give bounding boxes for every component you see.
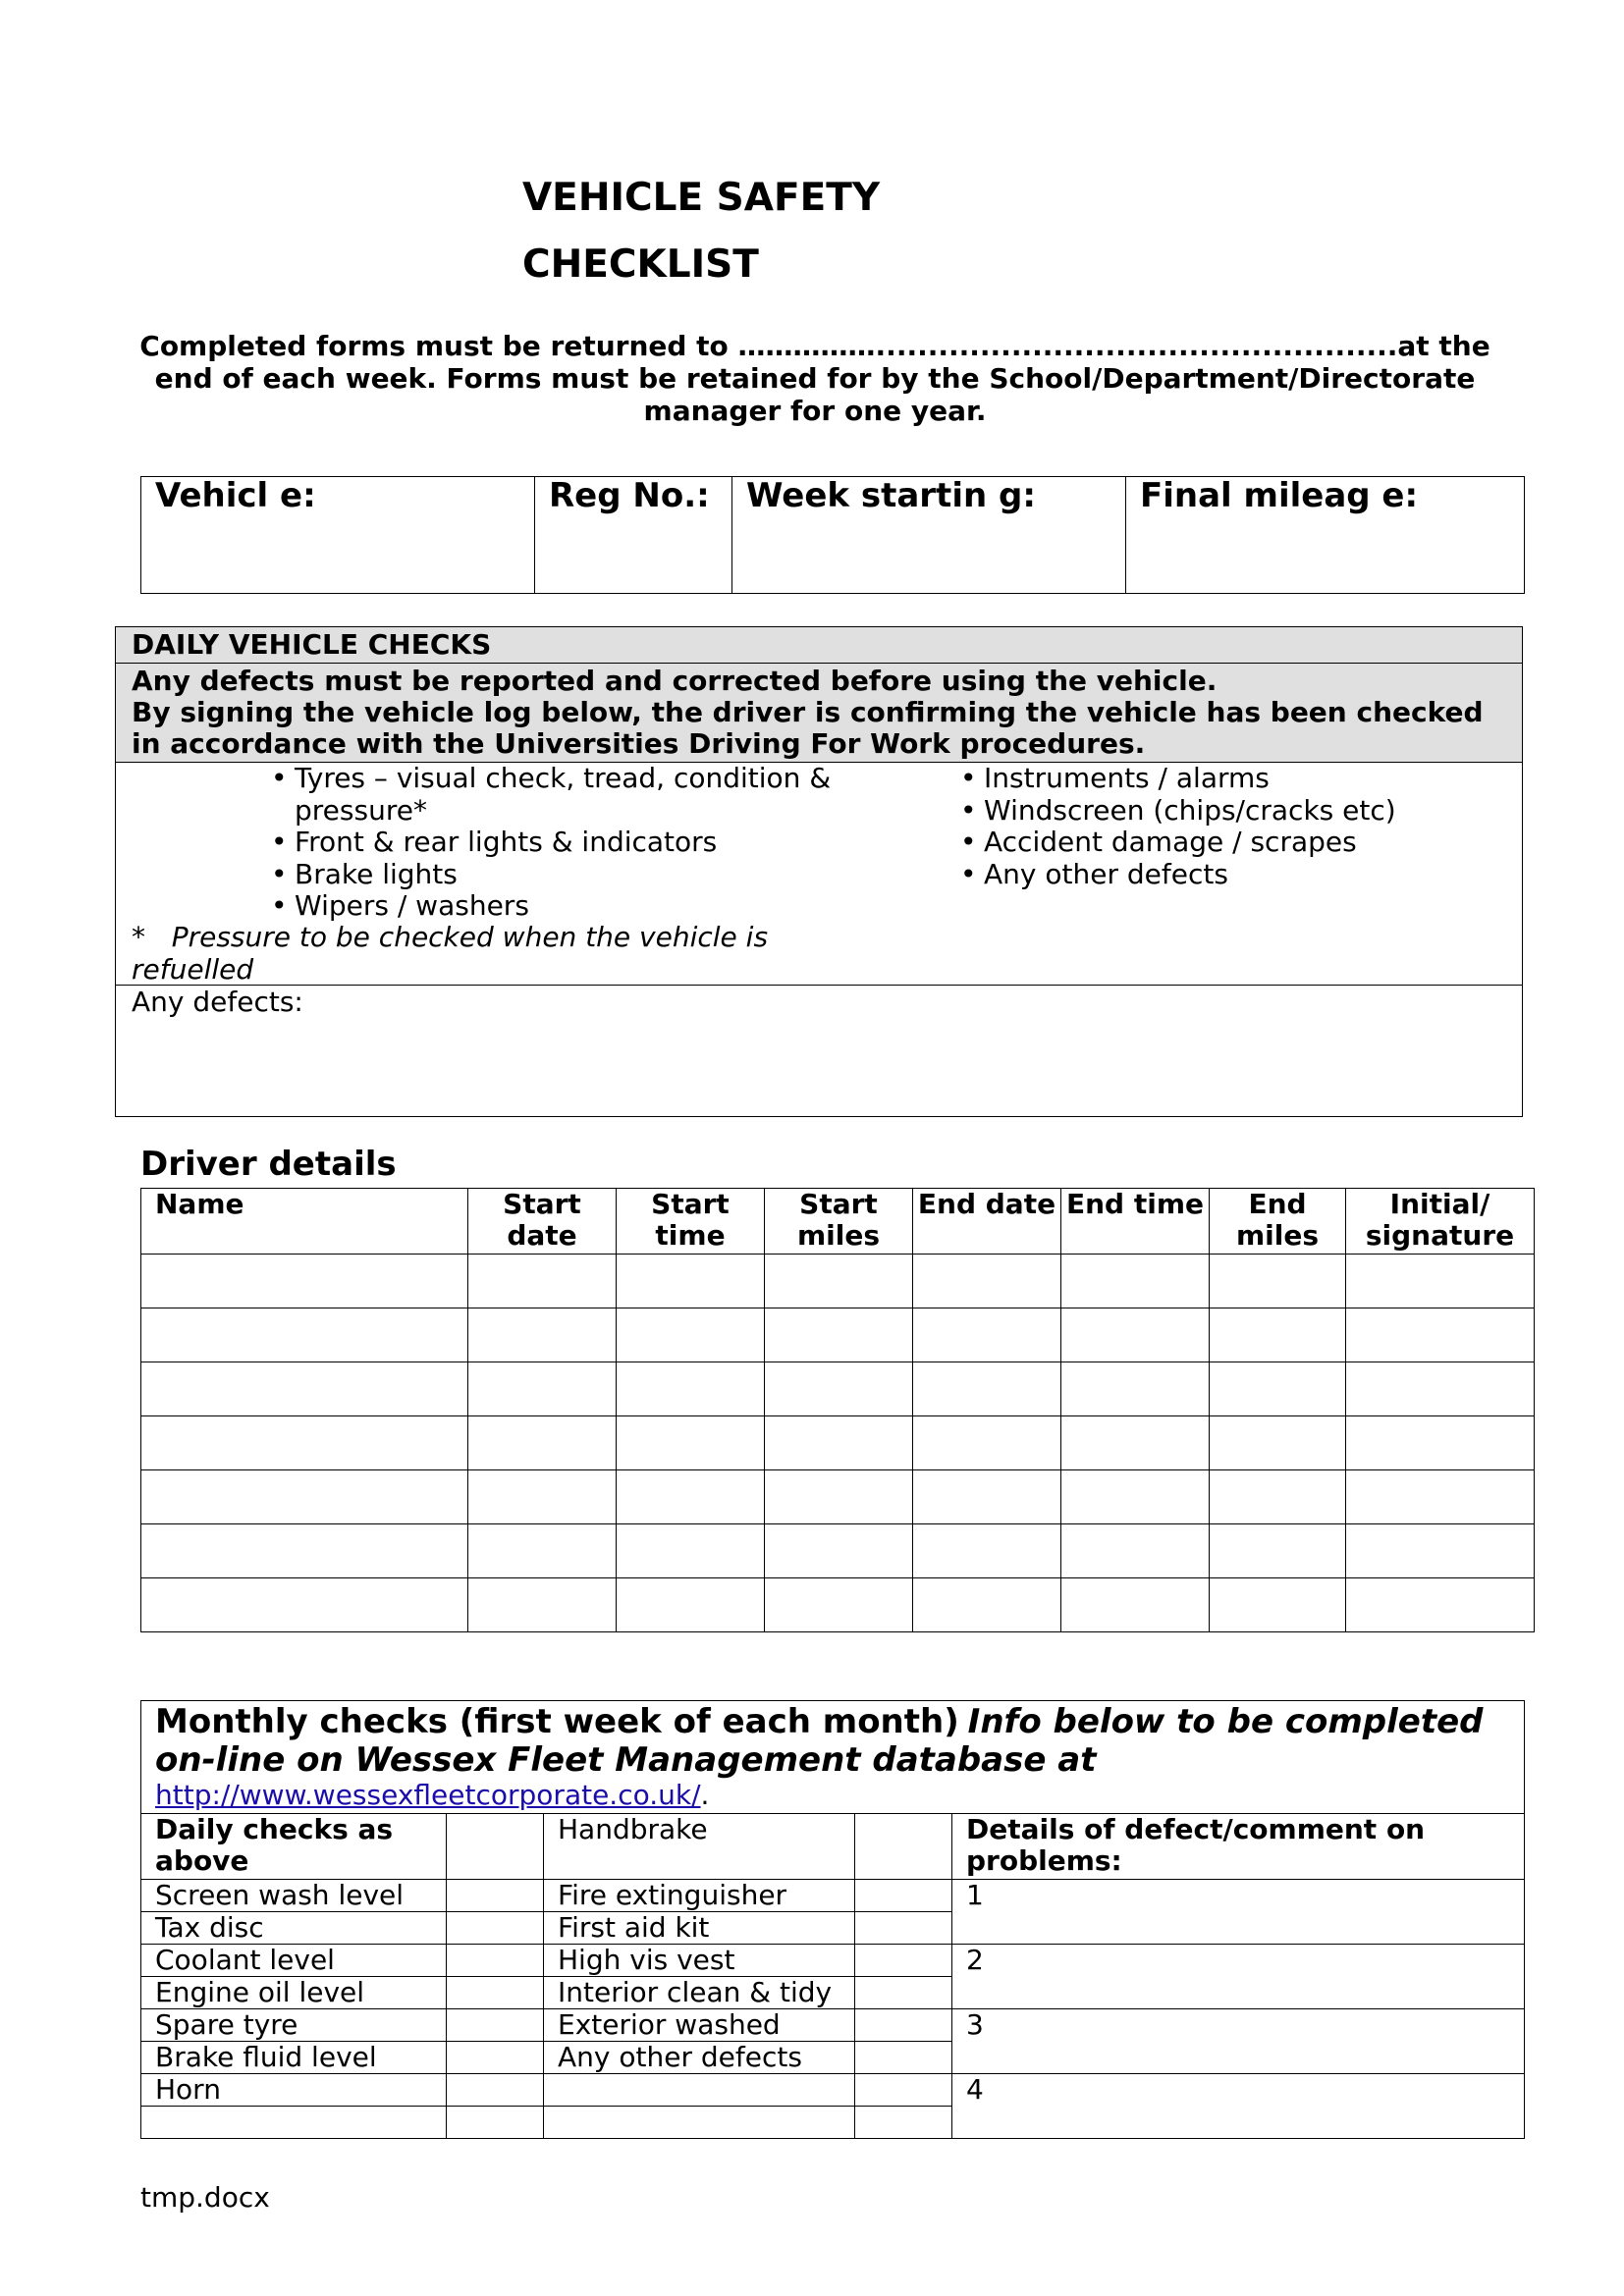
cell[interactable]	[468, 1416, 617, 1470]
monthly-item: Brake fluid level	[141, 2042, 447, 2074]
check-box-cell[interactable]	[855, 2042, 952, 2074]
cell[interactable]	[1346, 1470, 1535, 1524]
footer-filename: tmp.docx	[140, 2181, 270, 2214]
cell[interactable]	[765, 1308, 913, 1362]
cell[interactable]	[1210, 1255, 1346, 1308]
driver-header-row	[141, 1189, 1535, 1255]
monthly-title-italic: Info below to be completed on-line on Wessex Fleet Management database at	[155, 1702, 1484, 1780]
cell[interactable]	[765, 1578, 913, 1632]
week-starting-field[interactable]: Week startin g:	[732, 477, 1126, 594]
final-mileage-field[interactable]: Final mileag e:	[1126, 477, 1525, 594]
cell[interactable]	[617, 1578, 765, 1632]
check-box-cell[interactable]	[855, 2009, 952, 2042]
cell[interactable]	[1346, 1416, 1535, 1470]
details-header: Details of defect/comment on problems:	[952, 1814, 1525, 1880]
cell[interactable]	[765, 1470, 913, 1524]
title-line-2: CHECKLIST	[522, 242, 759, 287]
detail-line-1[interactable]: 1	[952, 1880, 1525, 1945]
cell[interactable]	[1210, 1470, 1346, 1524]
cell[interactable]	[1346, 1255, 1535, 1308]
check-item: • Brake lights	[263, 859, 862, 891]
monthly-item	[544, 2107, 855, 2139]
check-box-cell[interactable]	[447, 1880, 544, 1912]
cell[interactable]	[1210, 1524, 1346, 1578]
cell[interactable]	[913, 1362, 1061, 1416]
cell[interactable]	[1346, 1578, 1535, 1632]
check-item: • Front & rear lights & indicators	[263, 827, 862, 859]
col-start-time: Start time	[617, 1189, 765, 1255]
table-row	[141, 1578, 1535, 1632]
cell[interactable]	[1346, 1308, 1535, 1362]
cell[interactable]	[617, 1362, 765, 1416]
cell[interactable]	[913, 1470, 1061, 1524]
cell[interactable]	[617, 1470, 765, 1524]
monthly-checks-table	[140, 1700, 1525, 2139]
check-box-cell[interactable]	[855, 2074, 952, 2107]
cell[interactable]	[913, 1524, 1061, 1578]
col-signature: Initial/ signature	[1346, 1189, 1535, 1255]
cell[interactable]	[141, 1578, 468, 1632]
cell[interactable]	[1210, 1416, 1346, 1470]
check-item: • Wipers / washers	[263, 890, 862, 923]
col-name: Name	[141, 1189, 468, 1255]
cell[interactable]	[1346, 1524, 1535, 1578]
monthly-item: Engine oil level	[141, 1977, 447, 2009]
cell[interactable]	[468, 1308, 617, 1362]
cell[interactable]	[1210, 1308, 1346, 1362]
check-item: • Windscreen (chips/cracks etc)	[952, 795, 1502, 828]
col-end-time: End time	[1061, 1189, 1210, 1255]
check-box-cell[interactable]	[447, 2074, 544, 2107]
cell[interactable]	[1210, 1578, 1346, 1632]
col-end-miles: End miles	[1210, 1189, 1346, 1255]
driver-details-table	[140, 1188, 1535, 1632]
wessex-fleet-link[interactable]: http://www.wessexfleetcorporate.co.uk/	[155, 1779, 701, 1811]
cell[interactable]	[141, 1362, 468, 1416]
daily-checks-list	[116, 763, 1522, 986]
check-box-cell[interactable]	[447, 2042, 544, 2074]
table-row	[141, 1416, 1535, 1470]
cell[interactable]	[141, 1416, 468, 1470]
note-asterisk: *	[132, 921, 145, 953]
monthly-item: First aid kit	[544, 1912, 855, 1945]
right-check-list	[952, 763, 1502, 890]
cell[interactable]	[141, 1255, 468, 1308]
defects-label: Any defects:	[132, 986, 303, 1018]
col-end-date: End date	[913, 1189, 1061, 1255]
cell[interactable]	[1061, 1524, 1210, 1578]
cell[interactable]	[141, 1308, 468, 1362]
col-start-date: Start date	[468, 1189, 617, 1255]
cell[interactable]	[913, 1308, 1061, 1362]
monthly-item: Spare tyre	[141, 2009, 447, 2042]
monthly-item	[544, 2074, 855, 2107]
cell[interactable]	[617, 1524, 765, 1578]
cell[interactable]	[468, 1524, 617, 1578]
monthly-item: Screen wash level	[141, 1880, 447, 1912]
cell[interactable]	[468, 1362, 617, 1416]
check-box-cell[interactable]	[447, 1814, 544, 1880]
check-box-cell[interactable]	[855, 1977, 952, 2009]
detail-line-4[interactable]: 4	[952, 2074, 1525, 2139]
detail-line-3[interactable]: 3	[952, 2009, 1525, 2074]
warning-line-2: By signing the vehicle log below, the driver is confirming the vehicle has been checked in accordance with the Universities Driving For Work procedures.	[132, 696, 1484, 760]
check-item: • Tyres – visual check, tread, condition & pressure*	[263, 763, 862, 827]
cell[interactable]	[765, 1416, 913, 1470]
cell[interactable]	[468, 1470, 617, 1524]
check-item: • Accident damage / scrapes	[952, 827, 1502, 859]
cell[interactable]	[617, 1255, 765, 1308]
monthly-item: Any other defects	[544, 2042, 855, 2074]
cell[interactable]	[765, 1362, 913, 1416]
vehicle-field[interactable]: Vehicl e:	[141, 477, 535, 594]
left-check-list	[263, 763, 862, 923]
cell[interactable]	[141, 1470, 468, 1524]
cell[interactable]	[617, 1416, 765, 1470]
cell[interactable]	[765, 1255, 913, 1308]
monthly-item: High vis vest	[544, 1945, 855, 1977]
defects-area[interactable]	[116, 986, 1522, 1116]
monthly-item: Handbrake	[544, 1814, 855, 1880]
title-line-1: VEHICLE SAFETY	[522, 176, 881, 220]
detail-line-2[interactable]: 2	[952, 1945, 1525, 2009]
table-row	[141, 1362, 1535, 1416]
check-box-cell[interactable]	[447, 1912, 544, 1945]
table-row	[141, 1255, 1535, 1308]
cell[interactable]	[913, 1255, 1061, 1308]
col-start-miles: Start miles	[765, 1189, 913, 1255]
vehicle-info-table	[140, 476, 1525, 594]
reg-field[interactable]: Reg No.:	[535, 477, 732, 594]
check-box-cell[interactable]	[447, 2107, 544, 2139]
cell[interactable]	[468, 1578, 617, 1632]
check-box-cell[interactable]	[855, 1945, 952, 1977]
driver-details-title: Driver details	[140, 1145, 397, 1184]
intro-text: Completed forms must be returned to ……………..................................................at the end of each week. Forms must be retained for by the School/Department/Directorate manager for one year.	[139, 330, 1490, 427]
check-item: • Any other defects	[952, 859, 1502, 891]
monthly-item: Horn	[141, 2074, 447, 2107]
link-period: .	[700, 1779, 710, 1811]
monthly-item: Daily checks as above	[141, 1814, 447, 1880]
cell[interactable]	[468, 1255, 617, 1308]
monthly-item: Interior clean & tidy	[544, 1977, 855, 2009]
warning-line-1: Any defects must be reported and corrected before using the vehicle.	[132, 665, 1218, 697]
note-text: Pressure to be checked when the vehicle is refuelled	[132, 921, 769, 986]
cell[interactable]	[1346, 1362, 1535, 1416]
cell[interactable]	[1061, 1308, 1210, 1362]
daily-checks-box	[115, 626, 1523, 1117]
cell[interactable]	[765, 1524, 913, 1578]
cell[interactable]	[1061, 1416, 1210, 1470]
check-item: • Instruments / alarms	[952, 763, 1502, 795]
monthly-checks-header	[141, 1701, 1525, 1814]
check-box-cell[interactable]	[855, 2107, 952, 2139]
cell[interactable]	[1061, 1470, 1210, 1524]
monthly-item: Exterior washed	[544, 2009, 855, 2042]
monthly-title: Monthly checks (first week of each month)	[155, 1702, 959, 1741]
pressure-note	[132, 922, 897, 986]
check-box-cell[interactable]	[855, 1880, 952, 1912]
monthly-item: Fire extinguisher	[544, 1880, 855, 1912]
cell[interactable]	[1061, 1578, 1210, 1632]
check-box-cell[interactable]	[447, 1977, 544, 2009]
monthly-item: Coolant level	[141, 1945, 447, 1977]
cell[interactable]	[913, 1578, 1061, 1632]
table-row	[141, 1470, 1535, 1524]
cell[interactable]	[1061, 1255, 1210, 1308]
monthly-item	[141, 2107, 447, 2139]
check-box-cell[interactable]	[447, 2009, 544, 2042]
table-row	[141, 1308, 1535, 1362]
cell[interactable]	[1061, 1362, 1210, 1416]
daily-checks-heading: DAILY VEHICLE CHECKS	[116, 627, 1522, 664]
check-box-cell[interactable]	[447, 1945, 544, 1977]
check-box-cell[interactable]	[855, 1814, 952, 1880]
cell[interactable]	[617, 1308, 765, 1362]
table-row	[141, 1524, 1535, 1578]
cell[interactable]	[1210, 1362, 1346, 1416]
monthly-item: Tax disc	[141, 1912, 447, 1945]
form-title	[522, 165, 880, 298]
daily-checks-warning	[116, 664, 1522, 763]
cell[interactable]	[141, 1524, 468, 1578]
cell[interactable]	[913, 1416, 1061, 1470]
check-box-cell[interactable]	[855, 1912, 952, 1945]
